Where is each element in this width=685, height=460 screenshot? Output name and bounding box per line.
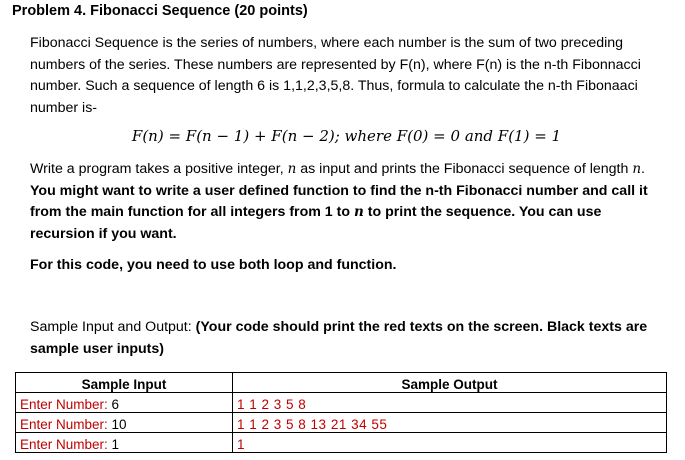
task-variable-n: n [287, 161, 297, 177]
sample-output-cell: 1 1 2 3 5 8 13 21 34 55 [233, 413, 667, 433]
task-variable-n: n [632, 161, 642, 177]
task-hint-text: You might want to write a user defined function to find the n-th Fibonacci number and call it from the main function for all integers from 1 to [30, 182, 648, 221]
sample-intro-note: (Your code should print the red texts on the screen. Black texts are sample user inputs) [30, 319, 648, 357]
task-text-3: . [641, 161, 645, 177]
sample-input-cell [16, 413, 233, 433]
task-variable-n: n [353, 204, 364, 221]
sample-input-cell [16, 433, 233, 453]
input-prompt: Enter Number: [20, 437, 112, 452]
user-input-value: 10 [111, 417, 127, 432]
sample-intro-label: Sample Input and Output: [30, 319, 196, 335]
sample-output-cell: 1 1 2 3 5 8 [233, 393, 667, 413]
input-prompt: Enter Number: [20, 397, 112, 412]
fibonacci-formula: F(n) = F(n − 1) + F(n − 2); where F(0) = 0 and F(1) = 1 [131, 127, 562, 145]
sample-rows [16, 393, 667, 453]
task-text-2: as input and prints the Fibonacci sequence of length [296, 161, 633, 177]
user-input-value: 1 [111, 437, 120, 452]
task-paragraph [30, 159, 662, 246]
sample-output-header: Sample Output [233, 373, 667, 393]
problem-title: Problem 4. Fibonacci Sequence (20 points) [12, 3, 308, 19]
user-input-value: 6 [111, 397, 120, 412]
input-prompt: Enter Number: [20, 417, 112, 432]
task-hint-text-end: to print the sequence. You can use recursion if you want. [30, 204, 602, 243]
table-row [16, 413, 667, 433]
sample-input-header: Sample Input [16, 373, 233, 393]
sample-output-cell: 1 [233, 433, 667, 453]
sample-intro [30, 317, 662, 360]
table-header-row [16, 373, 667, 393]
table-row [16, 393, 667, 413]
intro-paragraph: Fibonacci Sequence is the series of numbers, where each number is the sum of two preceding numbers of the series. These numbers are represented by F(n), where F(n) is the n-th Fibonnacci number. Such a sequence of length 6 is 1,1,2,3,5,8. Thus, formula to calculate the n-th Fibonaaci number is- [30, 35, 641, 117]
table-row [16, 433, 667, 453]
task-text-1: Write a program takes a positive integer, [30, 161, 288, 177]
sample-io-table [15, 372, 667, 453]
sample-input-cell [16, 393, 233, 413]
requirement-note: For this code, you need to use both loop and function. [30, 257, 397, 273]
